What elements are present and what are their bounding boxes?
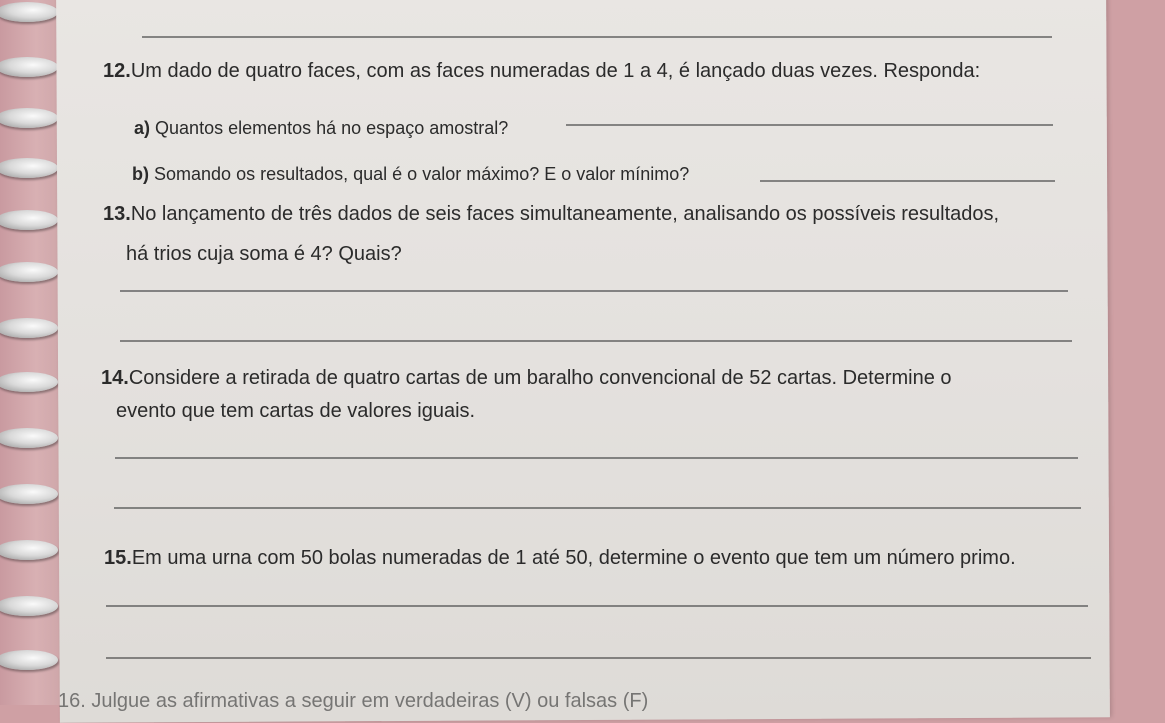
spiral-ring <box>0 318 58 338</box>
answer-line <box>106 605 1088 607</box>
answer-line <box>120 340 1072 342</box>
question-text: evento que tem cartas de valores iguais. <box>116 400 476 422</box>
question-15 <box>104 547 1016 570</box>
question-number: 12. <box>103 60 131 82</box>
spiral-ring <box>0 108 58 128</box>
question-14-line2 <box>116 400 475 423</box>
question-13 <box>103 203 999 226</box>
spiral-ring <box>0 372 58 392</box>
answer-line <box>114 507 1081 509</box>
question-text: há trios cuja soma é 4? Quais? <box>126 243 402 265</box>
item-label: a) <box>134 118 151 138</box>
question-number: 15. <box>104 547 132 569</box>
spiral-ring <box>0 158 58 178</box>
spiral-ring <box>0 428 58 448</box>
question-number: 14. <box>101 367 129 389</box>
spiral-ring <box>0 210 58 230</box>
question-text: 16. Julgue as afirmativas a seguir em verdadeiras (V) ou falsas (F) <box>58 690 649 712</box>
question-14 <box>101 367 952 390</box>
question-text: Em uma urna com 50 bolas numeradas de 1 até 50, determine o evento que tem um número primo. <box>131 547 1016 569</box>
question-12a <box>134 118 508 139</box>
spiral-ring <box>0 596 58 616</box>
question-text: No lançamento de três dados de seis faces simultaneamente, analisando os possíveis resultados, <box>130 203 1000 225</box>
answer-line <box>142 36 1052 38</box>
question-text: Considere a retirada de quatro cartas de um baralho convencional de 52 cartas. Determine o <box>128 367 952 389</box>
item-text: Somando os resultados, qual é o valor máximo? E o valor mínimo? <box>154 164 690 184</box>
question-13-line2 <box>126 243 402 266</box>
answer-line <box>566 124 1053 126</box>
spiral-ring <box>0 650 58 670</box>
spiral-ring <box>0 57 58 77</box>
item-label: b) <box>132 164 149 184</box>
spiral-ring <box>0 540 58 560</box>
answer-line <box>115 457 1078 459</box>
spiral-ring <box>0 484 58 504</box>
question-12b <box>132 164 689 185</box>
worksheet-page <box>56 0 1110 723</box>
answer-line <box>120 290 1068 292</box>
question-12 <box>103 60 980 83</box>
question-number: 13. <box>103 203 131 225</box>
question-16-partial <box>58 690 648 713</box>
question-text: Um dado de quatro faces, com as faces numeradas de 1 a 4, é lançado duas vezes. Responda: <box>130 60 981 82</box>
spiral-ring <box>0 262 58 282</box>
answer-line <box>106 657 1091 659</box>
notebook-spiral <box>0 0 60 705</box>
item-text: Quantos elementos há no espaço amostral? <box>155 118 509 138</box>
spiral-ring <box>0 2 58 22</box>
answer-line <box>760 180 1055 182</box>
